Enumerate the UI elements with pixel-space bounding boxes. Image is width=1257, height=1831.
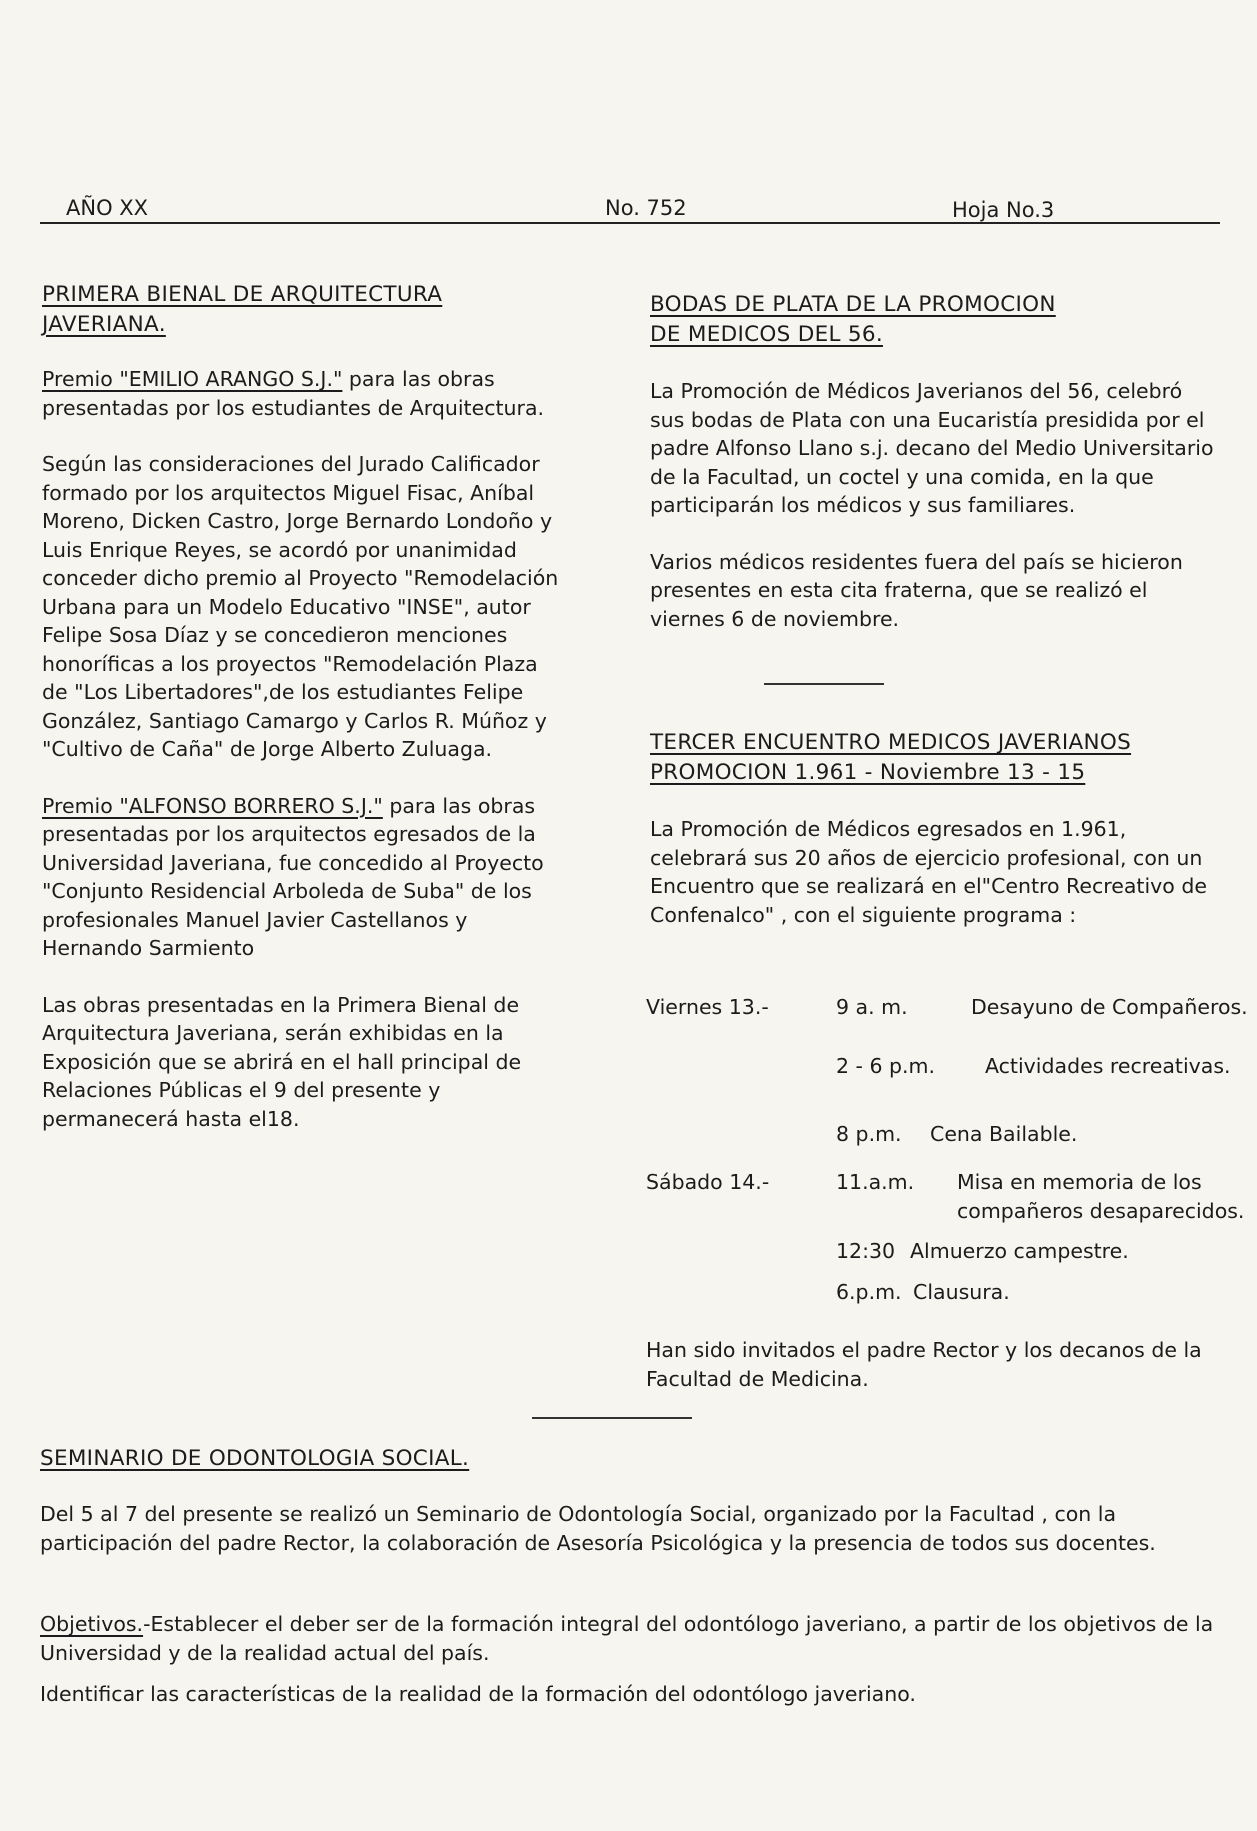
separator-dashes [764,683,884,685]
header-number: No. 752 [605,196,687,220]
objetivos-label: Objetivos. [40,1612,144,1636]
premio1-text: para las obras presentadas por los estudiantes de Arquitectura. [42,367,545,420]
schedule-time: 12:30 [836,1239,896,1263]
right-column-encuentro [650,728,1225,929]
bienal-paragraph3: Las obras presentadas en la Primera Bienal de Arquitectura Javeriana, serán exhibidas en la Exposición que se abrirá en el hall principal de Relaciones Públicas el 9 del presente y permanecerá hasta el18. [42,992,522,1131]
schedule-time: 9 a. m. [836,995,908,1019]
bienal-title-line1: PRIMERA BIENAL DE ARQUITECTURA [42,282,443,307]
bienal-title-line2: JAVERIANA. [42,311,166,337]
seminario-paragraph3: Identificar las características de la realidad de la formación del odontólogo javeriano. [40,1682,916,1706]
schedule-time: 2 - 6 p.m. [836,1054,936,1078]
encuentro-paragraph: La Promoción de Médicos egresados en 1.961, celebrará sus 20 años de ejercicio profesional, con un Encuentro que se realizará en el"Centro Recreativo de Confenalco" , con el siguiente programa : [650,817,1207,927]
bienal-premio2 [42,792,567,963]
separator-dashes [532,1417,692,1419]
schedule-activity: Clausura. [913,1280,1010,1304]
encuentro-title-line1: TERCER ENCUENTRO MEDICOS JAVERIANOS [650,730,1132,755]
seminario-paragraph1: Del 5 al 7 del presente se realizó un Seminario de Odontología Social, organizado por la Facultad , con la participación del padre Rector, la colaboración de Asesoría Psicológica y la presencia de todos sus docentes. [40,1502,1156,1555]
bienal-paragraph1: Según las consideraciones del Jurado Calificador formado por los arquitectos Miguel Fisac, Aníbal Moreno, Dicken Castro, Jorge Bernardo Londoño y Luis Enrique Reyes, se acordó por unanimidad conceder dicho premio al Proyecto "Remodelación Urbana para un Modelo Educativo "INSE", autor Felipe Sosa Díaz y se concedieron menciones honoríficas a los proyectos "Remodelación Plaza de "Los Libertadores",de los estudiantes Felipe González, Santiago Camargo y Carlos R. Múñoz y "Cultivo de Caña" de Jorge Alberto Zuluaga. [42,452,559,761]
schedule-activity: Cena Bailable. [930,1122,1078,1146]
objetivos-text: -Establecer el deber ser de la formación integral del odontólogo javeriano, a partir de los objetivos de la Universidad y de la realidad actual del país. [40,1612,1214,1665]
encuentro-title-line2: PROMOCION 1.961 - Noviembre 13 - 15 [650,759,1086,785]
schedule-day-friday: Viernes 13.- [646,995,769,1019]
bodas-paragraph2: Varios médicos residentes fuera del país se hicieron presentes en esta cita fraterna, que se realizó el viernes 6 de noviembre. [650,549,1183,631]
premio2-label: Premio "ALFONSO BORRERO S.J." [42,793,383,818]
premio1-label: Premio "EMILIO ARANGO S.J." [42,367,343,391]
bodas-paragraph1: La Promoción de Médicos Javerianos del 56, celebró sus bodas de Plata con una Eucaristía presidida por el padre Alfonso Llano s.j. decano del Medio Universitario de la Facultad, un coctel y una comida, en la que participarán los médicos y sus familiares. [650,379,1214,517]
bienal-title [42,280,567,339]
seminario-objetivos [40,1610,1220,1667]
schedule-time: 11.a.m. [836,1170,915,1194]
header-sheet: Hoja No.3 [952,198,1055,222]
right-column-bodas [650,290,1220,633]
schedule-activity: Misa en memoria de los compañeros desaparecidos. [957,1170,1245,1223]
premio2-text: para las obras presentadas por los arquitectos egresados de la Universidad Javeriana, fue concedido al Proyecto "Conjunto Residencial Arboleda de Suba" de los profesionales Manuel Javier Castellanos y Hernando Sarmiento [42,793,544,960]
left-column [42,280,567,1133]
encuentro-title [650,728,1225,787]
schedule-day-saturday: Sábado 14.- [646,1170,770,1194]
bienal-premio1 [42,365,567,422]
encuentro-closing: Han sido invitados el padre Rector y los decanos de la Facultad de Medicina. [646,1338,1202,1391]
schedule-activity: Actividades recreativas. [985,1054,1231,1078]
schedule-time: 8 p.m. [836,1122,902,1146]
schedule-activity: Almuerzo campestre. [910,1239,1129,1263]
schedule-activity: Desayuno de Compañeros. [971,995,1248,1019]
seminario-title: SEMINARIO DE ODONTOLOGIA SOCIAL. [40,1446,470,1471]
header-rule [40,222,1220,224]
bodas-title-line2: DE MEDICOS DEL 56. [650,321,883,347]
bodas-title [650,290,1220,349]
header-year: AÑO XX [66,196,149,220]
schedule-time: 6.p.m. [836,1280,902,1304]
bodas-title-line1: BODAS DE PLATA DE LA PROMOCION [650,292,1056,317]
